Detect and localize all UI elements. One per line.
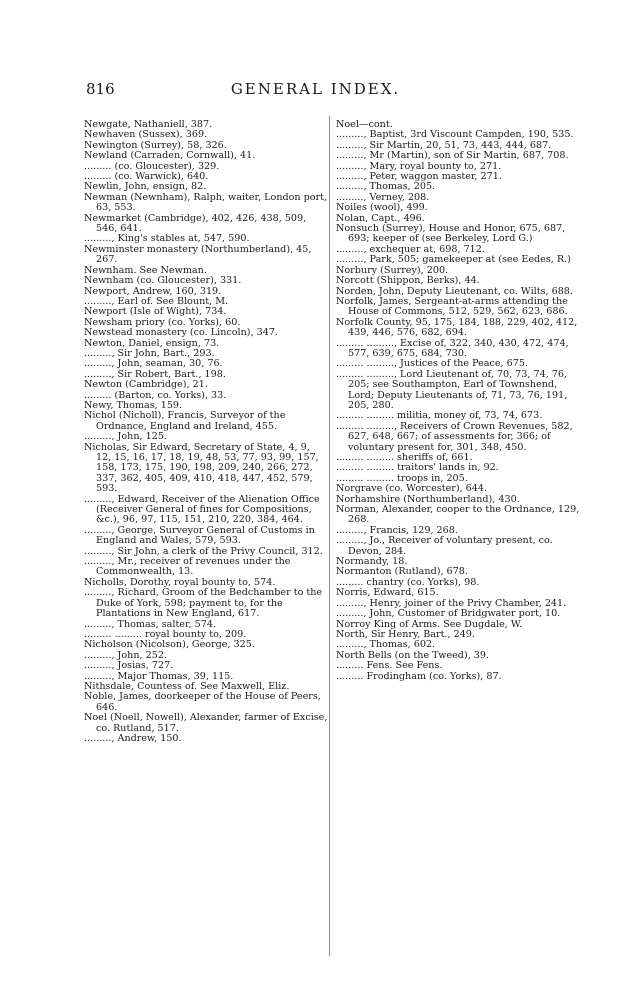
index-entry: ........., Baptist, 3rd Viscount Campden, 190, 535. xyxy=(336,129,574,141)
index-entry: ........., John, 125. xyxy=(84,431,167,443)
index-entry: ......... (Barton, co. Yorks), 33. xyxy=(84,389,227,401)
index-entry: ........., Edward, Receiver of the Alienation Office (Receiver General of fines for Compositions, &c.), 96, 97, 115, 151, 210, 220, 384, 464. xyxy=(84,493,320,526)
index-entry: Norman, Alexander, cooper to the Ordnance, 129, 268. xyxy=(336,504,580,526)
index-entry: Newman (Newnham), Ralph, waiter, London port, 63, 553. xyxy=(84,191,328,214)
index-entry: ........., Earl of. See Blount, M. xyxy=(84,295,229,307)
index-entry: ........., Mr (Martin), son of Sir Martin, 687, 708. xyxy=(336,150,569,162)
index-entry: ........., Jo., Receiver of voluntary present, co. Devon, 284. xyxy=(336,535,553,557)
index-entry: Newland (Carraden, Cornwall), 41. xyxy=(84,150,256,162)
index-entry: ........., Thomas, 602. xyxy=(336,639,436,651)
index-entry: ........., Thomas, salter, 574. xyxy=(84,618,216,630)
page-number: 816 xyxy=(86,80,115,98)
index-entry: ........., John, 252. xyxy=(84,649,167,661)
index-entry: Norfolk, James, Sergeant-at-arms attending the House of Commons, 512, 529, 562, 623, 686. xyxy=(336,295,568,318)
index-entry: ........., Mr., receiver of revenues under the Commonwealth, 13. xyxy=(84,556,291,578)
index-entry: Noble, James, doorkeeper of the House of Peers, 646. xyxy=(84,691,321,713)
index-entry: Newhaven (Sussex), 369. xyxy=(84,129,208,141)
left-column xyxy=(84,120,328,744)
index-entry: ......... ........., Excise of, 322, 340, 430, 472, 474, 577, 639, 675, 684, 730. xyxy=(336,337,569,359)
index-entry: Newminster monastery (Northumberland), 45, 267. xyxy=(84,243,312,266)
index-entry: ........., Sir Martin, 20, 51, 73, 443, 444, 687. xyxy=(336,139,552,151)
index-entry: ........., Richard, Groom of the Bedchamber to the Duke of York, 598; payment to, for the Plantations in New England, 617. xyxy=(84,587,323,620)
index-entry: ........., Sir John, Bart., 293. xyxy=(84,347,215,359)
index-entry: ........., Verney, 208. xyxy=(336,191,430,203)
index-entry: Nonsuch (Surrey), House and Honor, 675, 687, 693; keeper of (see Berkeley, Lord G.) xyxy=(336,223,566,245)
index-entry: ......... ......... traitors' lands in, 92. xyxy=(336,462,499,474)
right-column xyxy=(336,120,580,682)
index-entry: ......... Fens. See Fens. xyxy=(336,660,443,672)
index-entry: Nithsdale, Countess of. See Maxwell, Eliz. xyxy=(84,680,290,692)
index-entry: ........., Francis, 129, 268. xyxy=(336,524,458,536)
index-entry: ........., Mary, royal bounty to, 271. xyxy=(336,160,502,172)
index-entry: Norfolk County, 95, 175, 184, 188, 229, 402, 412, 439, 446, 576, 682, 694. xyxy=(336,316,578,339)
index-entry: ........., Park, 505; gamekeeper at (see Eedes, R.) xyxy=(336,254,571,266)
index-entry: ........., Andrew, 150. xyxy=(84,732,182,744)
index-entry: ........., Major Thomas, 39, 115. xyxy=(84,670,234,682)
index-entry: ........., King's stables at, 547, 590. xyxy=(84,233,250,245)
index-entry: Noel—cont. xyxy=(336,119,393,130)
index-entry: ......... chantry (co. Yorks), 98. xyxy=(336,576,480,588)
index-entry: Norris, Edward, 615. xyxy=(336,587,439,599)
index-entry: Normandy, 18. xyxy=(336,556,408,568)
index-entry: Normanton (Rutland), 678. xyxy=(336,566,468,578)
index-entry: Nicholson (Nicolson), George, 325. xyxy=(84,639,255,651)
index-entry: Nicholas, Sir Edward, Secretary of State, 4, 9, 12, 15, 16, 17, 18, 19, 48, 53, 77, 93, 99, 157, 158, 173, 175, 190, 198, 209, 240, 266, 272, 337, 362, 405, 409, 410, 418, 447, 452, 579, 593. xyxy=(84,441,319,495)
index-entry: ........., Josias, 727. xyxy=(84,660,174,672)
index-entry: Nolan, Capt., 496. xyxy=(336,212,425,224)
index-entry: ......... (co. Gloucester), 329. xyxy=(84,160,220,172)
index-entry: Newstead monastery (co. Lincoln), 347. xyxy=(84,327,278,339)
index-entry: Newgate, Nathaniell, 387. xyxy=(84,119,213,130)
index-entry: North Bells (on the Tweed), 39. xyxy=(336,649,490,661)
index-entry: Newport, Andrew, 160, 319. xyxy=(84,285,222,297)
index-entry: ........., Thomas, 205. xyxy=(336,181,436,193)
index-entry: ......... ......... sheriffs of, 661. xyxy=(336,452,473,463)
index-entry: Newy, Thomas, 159. xyxy=(84,399,183,411)
index-entry: ......... ........., Justices of the Peace, 675. xyxy=(336,358,529,370)
index-entry: ........., Henry, joiner of the Privy Chamber, 241. xyxy=(336,597,567,609)
index-entry: ......... ........., Receivers of Crown Revenues, 582, 627, 648, 667; of assessments for, 366; of voluntary present for, 301, 348, 450. xyxy=(336,420,573,453)
index-entry: Newton (Cambridge), 21. xyxy=(84,379,208,391)
index-entry: ......... ......... royal bounty to, 209. xyxy=(84,628,247,640)
index-entry: ........., Sir Robert, Bart., 198. xyxy=(84,368,226,380)
index-entry: ......... (co. Warwick), 640. xyxy=(84,171,209,183)
index-entry: Norroy King of Arms. See Dugdale, W. xyxy=(336,618,523,630)
index-entry: ......... ......... militia, money of, 73, 74, 673. xyxy=(336,410,543,422)
index-entry: Noel (Noell, Nowell), Alexander, farmer of Excise, co. Rutland, 517. xyxy=(84,712,328,734)
index-entry: Newport (Isle of Wight), 734. xyxy=(84,306,227,318)
index-entry: Norbury (Surrey), 200. xyxy=(336,264,449,276)
index-entry: Norcott (Shippon, Berks), 44. xyxy=(336,275,480,287)
index-entry: Nichol (Nicholl), Francis, Surveyor of the Ordnance, England and Ireland, 455. xyxy=(84,410,286,432)
column-rule xyxy=(329,116,330,956)
running-head: GENERAL INDEX. xyxy=(230,80,401,98)
index-entry: Newlin, John, ensign, 82. xyxy=(84,181,207,193)
index-entry: Norden, John, Deputy Lieutenant, co. Wilts, 688. xyxy=(336,285,573,297)
index-entry: Newington (Surrey), 58, 326. xyxy=(84,139,227,151)
index-entry: ........., John, Customer of Bridgwater port, 10. xyxy=(336,608,561,620)
index-entry: Newton, Daniel, ensign, 73. xyxy=(84,337,220,349)
index-entry: Norgrave (co. Worcester), 644. xyxy=(336,483,488,495)
index-entry: ......... ........., Lord Lieutenant of, 70, 73, 74, 76, 205; see Southampton, Earl of Townshend, Lord; Deputy Lieutenants of, 71, 73, 76, 191, 205, 280. xyxy=(336,368,568,411)
index-entry: Newmarket (Cambridge), 402, 426, 438, 509, 546, 641. xyxy=(84,212,307,235)
index-entry: North, Sir Henry, Bart., 249. xyxy=(336,628,475,640)
index-entry: Newnham. See Newman. xyxy=(84,264,207,276)
index-entry: ........., exchequer at, 698, 712. xyxy=(336,243,485,255)
index-entry: ........., Sir John, a clerk of the Privy Council, 312. xyxy=(84,545,323,557)
index-entry: ........., John, seaman, 30, 76. xyxy=(84,358,223,370)
index-entry: Noiles (wool), 499. xyxy=(336,202,428,214)
index-entry: ........., Peter, waggon master, 271. xyxy=(336,171,502,183)
index-entry: Norhamshire (Northumberland), 430. xyxy=(336,493,520,505)
index-entry: ......... Frodingham (co. Yorks), 87. xyxy=(336,670,502,682)
index-entry: ......... ......... troops in, 205. xyxy=(336,472,468,484)
index-entry: Newsham priory (co. Yorks), 60. xyxy=(84,316,241,328)
index-entry: ........., George, Surveyor General of Customs in England and Wales, 579, 593. xyxy=(84,524,315,547)
index-entry: Newnham (co. Gloucester), 331. xyxy=(84,275,242,287)
index-entry: Nicholls, Dorothy, royal bounty to, 574. xyxy=(84,576,276,588)
